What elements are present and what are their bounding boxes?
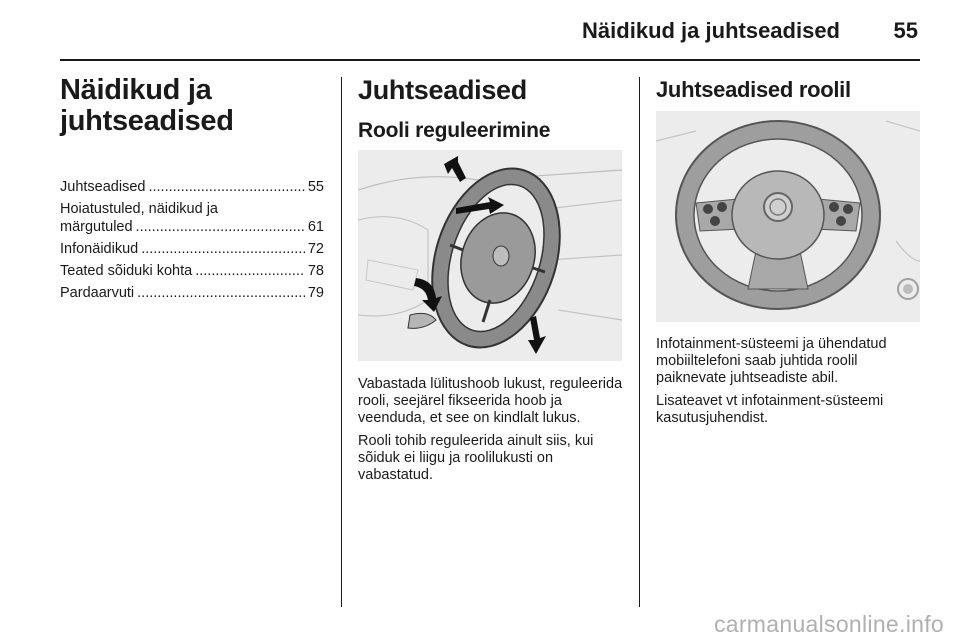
toc-entry-label: Pardaarvuti [60,285,135,301]
toc-entry-label: Teated sõiduki kohta [60,263,193,279]
section-title: Juhtseadised roolil [656,77,851,102]
column-divider-2 [639,77,640,607]
toc-entry-page: 61 [307,219,324,235]
toc-leader [195,262,305,280]
toc-entry[interactable] [60,262,324,280]
toc-leader [136,218,305,236]
toc-entry-page: 79 [307,285,324,301]
toc-entry[interactable] [60,240,324,258]
toc-entry-label: Infonäidikud [60,241,139,257]
header-divider [60,59,920,61]
paragraph: Infotainment-süsteemi ja ühendatud mobiiltelefoni saab juhtida roolil paiknevate juhtseadiste abil. [656,336,887,386]
watermark: carmanualsonline.info [713,611,944,637]
chapter-title: Näidikud ja juhtseadised [60,74,234,137]
toc-entry[interactable] [60,284,324,302]
toc-entry-page: 72 [307,241,324,257]
table-of-contents [60,178,324,306]
toc-entry-label: Hoiatustuled, näidikud ja [60,201,218,217]
column-divider-1 [341,77,342,607]
steering-controls-text [656,336,924,433]
subsection-title: Rooli reguleerimine [358,119,551,142]
steering-wheel-controls-illustration [656,111,920,322]
paragraph: Lisateavet vt infotainment-süsteemi kasutusjuhendist. [656,393,884,426]
steering-wheel-drawing [656,111,920,322]
paragraph: Vabastada lülitushoob lukust, reguleerida rooli, seejärel fikseerida hoob ja veenduda, et see on kindlalt lukus. [358,376,623,426]
toc-leader [141,240,305,258]
toc-entry-page: 78 [307,263,324,279]
steering-adjustment-text [358,376,626,490]
toc-entry[interactable] [60,178,324,196]
toc-entry[interactable] [60,200,324,236]
toc-entry-page: 55 [307,179,324,195]
toc-leader [148,178,304,196]
paragraph: Rooli tohib reguleerida ainult siis, kui sõiduk ei liigu ja roolilukusti on vabastatud. [358,433,594,483]
steering-adjustment-drawing [358,150,622,361]
section-title: Juhtseadised [358,75,527,105]
steering-adjustment-illustration [358,150,622,361]
toc-leader [137,284,305,302]
page-number: 55 [893,18,918,43]
toc-entry-label: Juhtseadised [60,179,146,195]
header-title: Näidikud ja juhtseadised [582,18,840,43]
toc-entry-label-cont: märgutuled [60,219,133,235]
